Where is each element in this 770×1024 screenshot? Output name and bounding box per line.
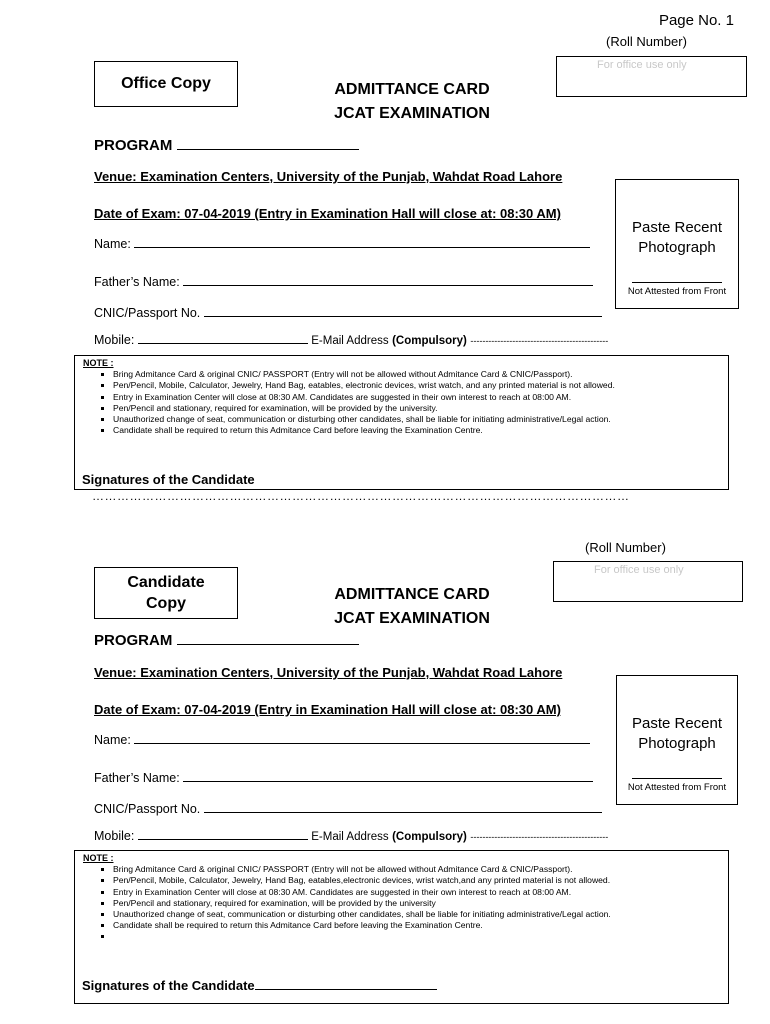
note-item: ▪ Candidate shall be required to return this Admitance Card before leaving the Examination Centre. (113, 425, 728, 436)
title-admittance-card: ADMITTANCE CARD (334, 81, 490, 98)
program-field-2 (94, 632, 359, 649)
cnic-label: CNIC/Passport No. (94, 306, 201, 320)
signature-blank-2[interactable] (255, 989, 437, 990)
title-admittance-card-2: ADMITTANCE CARD (334, 586, 490, 603)
roll-number-label: (Roll Number) (606, 34, 687, 49)
father-name-blank-2[interactable] (183, 781, 593, 782)
photo-box (615, 179, 739, 309)
note-item: ▪ Bring Admitance Card & original CNIC/ PASSPORT (Entry will not be allowed without Admitance Card & CNIC/Passport). (113, 369, 728, 380)
office-use-label-2: For office use only (594, 564, 684, 576)
program-label-2: PROGRAM (94, 632, 173, 649)
title-jcat-examination-2: JCAT EXAMINATION (334, 610, 490, 627)
photo-label-line2: Photograph (638, 239, 716, 256)
mobile-blank[interactable] (138, 343, 308, 344)
note-item: ▪ Entry in Examination Center will close at 08:30 AM. Candidates are suggested in their own interest to reach at 08:00 AM. (113, 392, 728, 403)
note-item: ▪ Pen/Pencil and stationary, required for examination, will be provided by the university (113, 898, 728, 909)
program-blank[interactable] (177, 149, 359, 150)
mobile-email-field (94, 333, 608, 347)
name-field (94, 237, 590, 251)
signature-label-2: Signatures of the Candidate (82, 978, 255, 993)
note-item: ▪ Unauthorized change of seat, communication or disturbing other candidates, shall be liable for initiating administrative/Legal action. (113, 414, 728, 425)
page-number: Page No. 1 (658, 12, 734, 29)
office-use-label: For office use only (597, 59, 687, 71)
note-item: ▪ Unauthorized change of seat, communication or disturbing other candidates, shall be liable for initiating administrative/Legal action. (113, 909, 728, 920)
not-attested-label: Not Attested from Front (627, 286, 727, 297)
venue-text: Venue: Examination Centers, University of the Punjab, Wahdat Road Lahore (94, 169, 563, 184)
mobile-label: Mobile: (94, 333, 135, 347)
email-label-2: E-Mail Address (311, 831, 389, 843)
note-item: ▪ Pen/Pencil, Mobile, Calculator, Jewelry, Hand Bag, eatables,electronic devices, wrist watch,and any printed material is not allowed. (113, 875, 728, 886)
note-item: ▪ Pen/Pencil and stationary, required for examination, will be provided by the university. (113, 403, 728, 414)
father-name-field (94, 275, 593, 289)
email-compulsory-2: (Compulsory) (392, 831, 467, 843)
note-item: ▪ Entry in Examination Center will close at 08:30 AM. Candidates are suggested in their own interest to reach at 08:00 AM. (113, 887, 728, 898)
mobile-email-field-2 (94, 829, 608, 843)
mobile-blank-2[interactable] (138, 839, 308, 840)
name-label: Name: (94, 237, 131, 251)
father-name-field-2 (94, 771, 593, 785)
note-item: ▪ Bring Admitance Card & original CNIC/ PASSPORT (Entry will not be allowed without Admitance Card & CNIC/Passport). (113, 864, 728, 875)
exam-date-text: Date of Exam: 07-04-2019 (Entry in Examination Hall will close at: 08:30 AM) (94, 206, 561, 221)
candidate-copy-box (94, 567, 238, 619)
photo-label-2 (617, 714, 737, 754)
father-name-blank[interactable] (183, 285, 593, 286)
email-label: E-Mail Address (311, 335, 389, 347)
signature-field-2 (82, 978, 437, 993)
office-copy-box (94, 61, 238, 107)
roll-number-label-2: (Roll Number) (585, 540, 666, 555)
note-item: ▪ Candidate shall be required to return this Admitance Card before leaving the Examination Centre. (113, 920, 728, 931)
name-blank[interactable] (134, 247, 590, 248)
notes-list (75, 369, 728, 436)
name-field-2 (94, 733, 590, 747)
cnic-blank-2[interactable] (204, 812, 602, 813)
attestation-line (632, 282, 722, 283)
office-use-box-2 (553, 561, 743, 602)
mobile-label-2: Mobile: (94, 829, 135, 843)
office-copy-label: Office Copy (121, 75, 211, 92)
attestation-line-2 (632, 778, 722, 779)
signature-label: Signatures of the Candidate (82, 472, 255, 487)
candidate-copy-line1: Candidate (127, 574, 205, 591)
program-blank-2[interactable] (177, 644, 359, 645)
note-item: ▪ Pen/Pencil, Mobile, Calculator, Jewelry, Hand Bag, eatables, electronic devices, wrist watch, and any printed material is not allowed. (113, 380, 728, 391)
name-blank-2[interactable] (134, 743, 590, 744)
office-use-box (556, 56, 747, 97)
father-name-label: Father’s Name: (94, 275, 180, 289)
venue-text-2: Venue: Examination Centers, University of the Punjab, Wahdat Road Lahore (94, 665, 563, 680)
cnic-field-2 (94, 802, 602, 816)
program-field (94, 137, 359, 154)
cnic-blank[interactable] (204, 316, 602, 317)
exam-date-text-2: Date of Exam: 07-04-2019 (Entry in Examination Hall will close at: 08:30 AM) (94, 702, 561, 717)
photo-box-2 (616, 675, 738, 805)
photo-label-2-line2: Photograph (638, 735, 716, 752)
note-heading: NOTE : (83, 358, 114, 368)
card-title (300, 78, 524, 126)
email-blank-2[interactable]: ---------------------------------------------- (470, 832, 609, 842)
cnic-label-2: CNIC/Passport No. (94, 802, 201, 816)
candidate-copy-line2: Copy (146, 595, 186, 612)
title-jcat-examination: JCAT EXAMINATION (334, 105, 490, 122)
email-compulsory: (Compulsory) (392, 335, 467, 347)
father-name-label-2: Father’s Name: (94, 771, 180, 785)
cut-line: ………………………………………………………………………………………………………………… (92, 489, 630, 503)
notes-list-2 (75, 864, 728, 942)
photo-label (616, 218, 738, 258)
note-heading-2: NOTE : (83, 853, 114, 863)
email-blank[interactable]: ---------------------------------------------- (470, 336, 609, 346)
note-item (113, 931, 728, 942)
notes-box (74, 355, 729, 490)
photo-label-line1: Paste Recent (631, 219, 723, 236)
name-label-2: Name: (94, 733, 131, 747)
not-attested-label-2: Not Attested from Front (627, 782, 727, 793)
card-title-2 (300, 583, 524, 631)
cnic-field (94, 306, 602, 320)
photo-label-2-line1: Paste Recent (631, 715, 723, 732)
program-label: PROGRAM (94, 137, 173, 154)
